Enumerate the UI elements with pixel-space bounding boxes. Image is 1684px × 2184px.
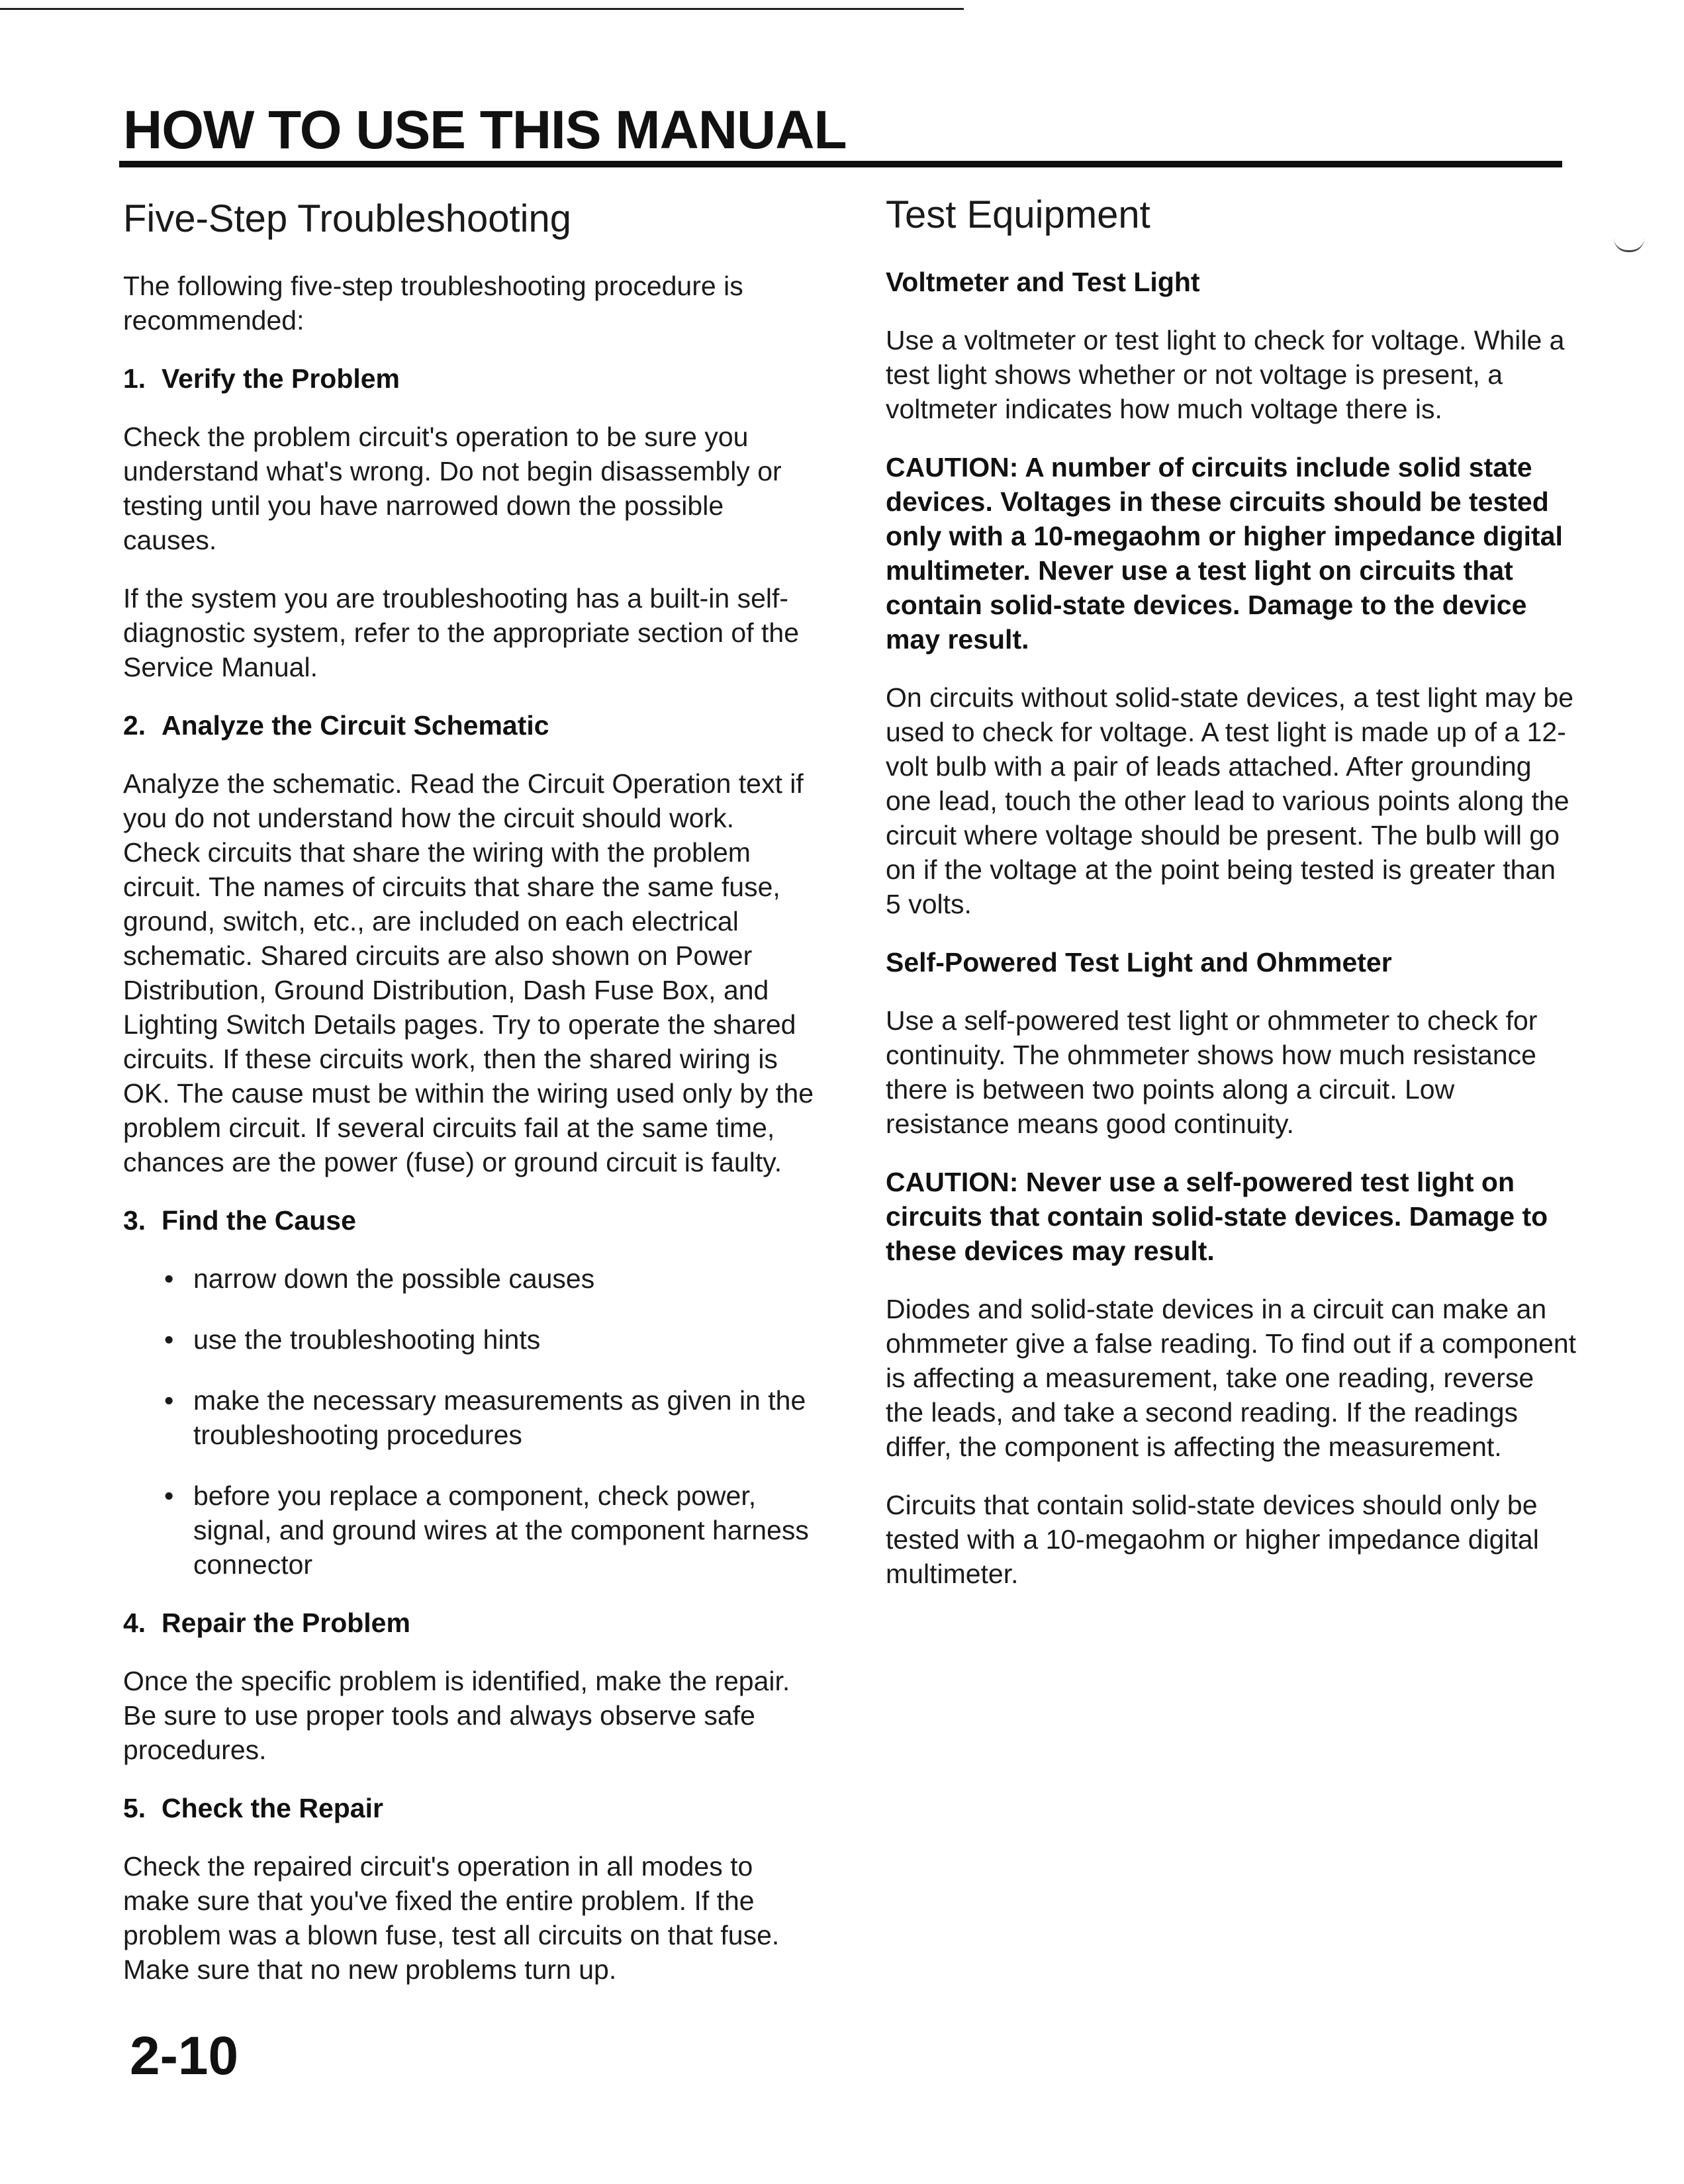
self-powered-paragraph-2: Diodes and solid-state devices in a circuit can make an ohmmeter give a false reading. To find out if a component is affecting a measurement, take one reading, reverse the leads, and take a second reading. If the readings differ, the component is affecting the measurement. — [886, 1294, 1577, 1462]
voltmeter-paragraph-2: On circuits without solid-state devices, a test light may be used to check for voltage. A test light is made up of a 12-volt bulb with a pair of leads attached. After grounding one lead, touch the other lead to various points along the circuit where voltage should be present. The bulb will go on if the voltage at the point being tested is greater than 5 volts. — [886, 682, 1574, 919]
five-step-heading: Five-Step Troubleshooting — [123, 197, 572, 240]
step-1-paragraph-1: Check the problem circuit's operation to be sure you understand what's wrong. Do not begin disassembly or testing until you have narrowed down the possible causes. — [123, 422, 782, 555]
bullet-icon: • — [164, 1324, 174, 1355]
list-item — [123, 1261, 814, 1296]
voltmeter-title: Voltmeter and Test Light — [886, 267, 1200, 297]
step-4-title — [123, 1606, 814, 1640]
self-powered-paragraph-3: Circuits that contain solid-state devices should only be tested with a 10-megaohm or higher impedance digital multimeter. — [886, 1490, 1539, 1589]
bullet-icon: • — [164, 1263, 174, 1294]
top-rule — [0, 8, 964, 10]
title-rule — [119, 161, 1562, 167]
page-title: HOW TO USE THIS MANUAL — [123, 100, 847, 160]
bullet-icon: • — [164, 1480, 174, 1511]
step-1-title — [123, 361, 814, 396]
step-5-number: 5. — [123, 1793, 146, 1823]
step-5-title — [123, 1791, 814, 1825]
bullet-text: before you replace a component, check power, signal, and ground wires at the component harness connector — [193, 1480, 809, 1580]
voltmeter-paragraph-1: Use a voltmeter or test light to check for voltage. While a test light shows whether or not voltage is present, a voltmeter indicates how much voltage there is. — [886, 325, 1565, 424]
bullet-text: narrow down the possible causes — [193, 1263, 595, 1294]
left-column — [123, 196, 814, 2011]
list-item — [123, 1322, 814, 1357]
self-powered-paragraph-1: Use a self-powered test light or ohmmeter to check for continuity. The ohmmeter shows how much resistance there is between two points along a circuit. Low resistance means good continuity. — [886, 1005, 1538, 1139]
step-5-paragraph: Check the repaired circuit's operation in all modes to make sure that you've fixed the entire problem. If the problem was a blown fuse, test all circuits on that fuse. Make sure that no new problems turn up. — [123, 1851, 780, 1985]
step-3-number: 3. — [123, 1205, 146, 1236]
step-4-label: Repair the Problem — [162, 1608, 410, 1638]
step-2-paragraph: Analyze the schematic. Read the Circuit Operation text if you do not understand how the circuit should work. Check circuits that share the wiring with the problem circuit. The names of circuits that share the same fuse, ground, switch, etc., are included on each electrical schematic. Shared circuits are also shown on Power Distribution, Ground Distribution, Dash Fuse Box, and Lighting Switch Details pages. Try to operate the shared circuits. If these circuits work, then the shared wiring is OK. The cause must be within the wiring used only by the problem circuit. If several circuits fail at the same time, chances are the power (fuse) or ground circuit is faulty. — [123, 768, 814, 1177]
step-3-label: Find the Cause — [162, 1205, 356, 1236]
test-equipment-heading: Test Equipment — [886, 193, 1150, 236]
list-item — [123, 1383, 814, 1452]
step-5-label: Check the Repair — [162, 1793, 383, 1823]
step-1-paragraph-2: If the system you are troubleshooting has a built-in self-diagnostic system, refer to the appropriate section of the Service Manual. — [123, 583, 799, 682]
step-4-paragraph: Once the specific problem is identified, make the repair. Be sure to use proper tools and always observe safe procedures. — [123, 1666, 790, 1765]
bullet-icon: • — [164, 1385, 174, 1416]
step-3-title — [123, 1203, 814, 1238]
step-2-title — [123, 708, 814, 743]
step-1-number: 1. — [123, 363, 146, 394]
list-item — [123, 1479, 814, 1582]
self-powered-title: Self-Powered Test Light and Ohmmeter — [886, 947, 1392, 978]
margin-mark — [1614, 238, 1644, 252]
self-powered-caution: CAUTION: Never use a self-powered test light on circuits that contain solid-state devices. Damage to these devices may result. — [886, 1167, 1548, 1266]
bullet-text: make the necessary measurements as given in the troubleshooting procedures — [193, 1385, 806, 1450]
intro-paragraph: The following five-step troubleshooting procedure is recommended: — [123, 271, 743, 336]
step-3-bullet-list — [123, 1261, 814, 1582]
right-column — [886, 192, 1578, 1615]
bullet-text: use the troubleshooting hints — [193, 1324, 541, 1355]
page-number: 2-10 — [130, 2026, 239, 2086]
step-1-label: Verify the Problem — [162, 363, 400, 394]
step-2-number: 2. — [123, 710, 146, 741]
step-4-number: 4. — [123, 1608, 146, 1638]
step-2-label: Analyze the Circuit Schematic — [162, 710, 549, 741]
voltmeter-caution: CAUTION: A number of circuits include solid state devices. Voltages in these circuits should be tested only with a 10-megaohm or higher impedance digital multimeter. Never use a test light on circuits that contain solid-state devices. Damage to the device may result. — [886, 452, 1563, 655]
